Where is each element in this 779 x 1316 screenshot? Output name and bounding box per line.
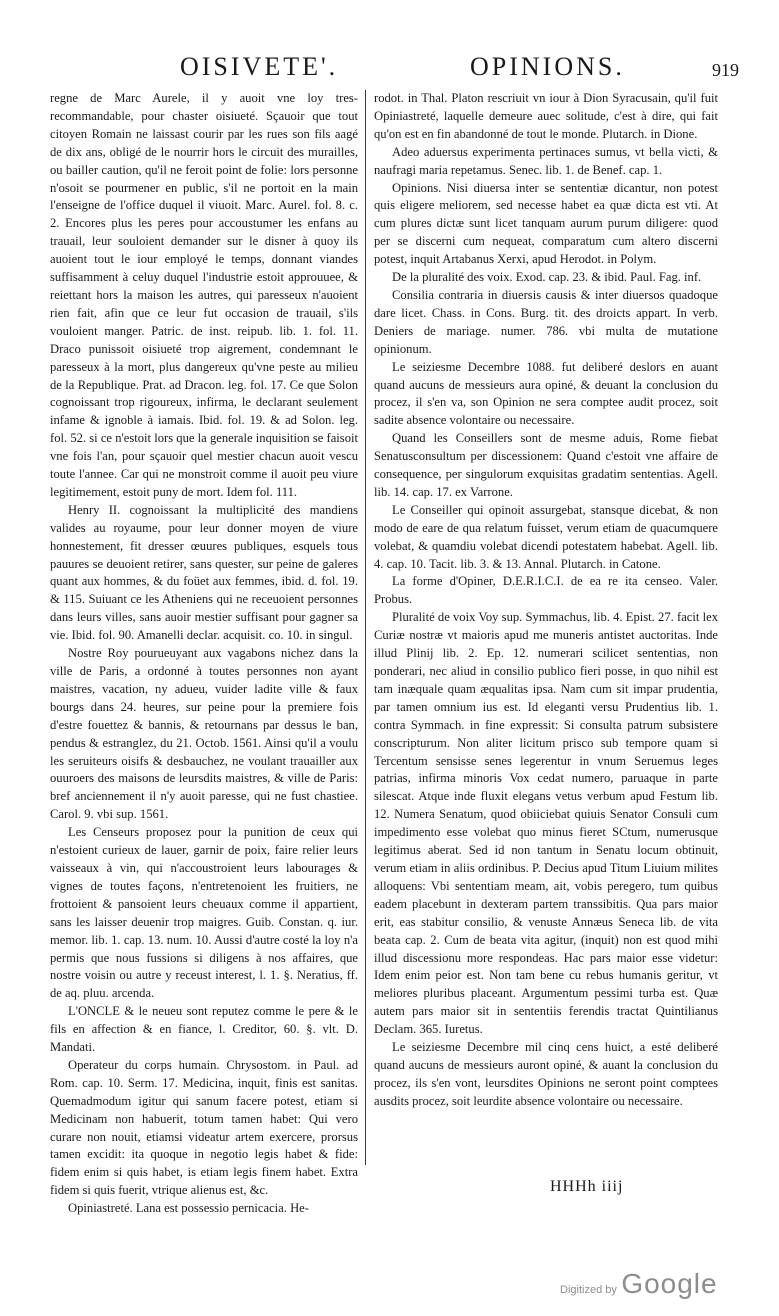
page-number: 919: [712, 60, 739, 80]
paragraph: Le seiziesme Decembre 1088. fut deliberé deslors en auant quand aucuns de messieurs aura opiné, & deuant la conclusion du procez, il s'en va, son Opinion ne sera comptee audit procez, soit sadite absence volontaire ou necessaire.: [374, 359, 718, 428]
right-running-title: OPINIONS.: [470, 52, 625, 81]
paragraph: La forme d'Opiner, D.E.R.I.C.I. de ea re ita censeo. Valer. Probus.: [374, 574, 718, 607]
paragraph: rodot. in Thal. Platon rescriuit vn iour à Dion Syracusain, qu'il fuit Opiniastreté, laquelle demeure auec solitude, c'est à dire, qui fait qu'on est en fin abandonné de tout le monde. Plutarch. in Dione.: [374, 91, 718, 141]
right-column: [374, 90, 718, 1180]
google-logo: Google: [621, 1268, 718, 1299]
paragraph: Opiniastreté. Lana est possessio pernicacia. He-: [68, 1201, 309, 1216]
paragraph: Opinions. Nisi diuersa inter se sententiæ dicantur, non potest quis eligere meliorem, sed necesse habet ea quæ dicta est vti. At cum plures dictæ sunt licet tanquam aurum purum diligere: quod per se discerni cum nequeat, comparatum cum altero discerni potest, inquit Artabanus Xerxi, apud Herodot. in Polym.: [374, 180, 718, 267]
paragraph: regne de Marc Aurele, il y auoit vne loy tres-recommandable, pour chaster oisiueté. Sçauoir que tout citoyen Romain ne laissast courir par les rues son fils aagé de dix ans, obligé de le nourrir hors le circuit des murailles, ou bailler caution, qu'il ne feroit point de folie: lors personne n'osoit se pourmener en public, s'il ne portoit en la main l'enseigne de l'office duquel il viuoit. Marc. Aurel. fol. 8. c. 2. Encores plus les peres pour accoustumer les enfans au trauail, leur souloient demander sur le disner à quoy ils auoient tout le iour employé le temps, donnant viandes suffisamment à celuy duquel l'industrie estoit approuuee, & reiettant hors la maison les autres, qui paresseux n'auoient rien fait, afin que ce leur fut occasion de trauail, s'ils vouloient manger. Patric. de inst. reipub. lib. 1. fol. 11. Draco punissoit oisiueté trop aigrement, condemnant le paresseux à la mort, plus dangereux qu'vne peste au milieu de la Republique. Prat. ad Dracon. leg. fol. 17. Ce que Solon cognoissant trop rigoureux, infirma, le declarant seulement infame & ignoble à iamais. Ibid. fol. 19. & ad Solon. leg. fol. 52. si ce n'estoit lors que la generale inquisition se faisoit vne fois l'an, pour sçauoir quel mestier chacun auoit vescu toute l'annee. Car qui ne monstroit comme il auoit peu viure legitimement, estoit puny de mort. Idem fol. 111.: [50, 91, 358, 499]
watermark-prefix: Digitized by: [560, 1284, 617, 1296]
paragraph: Les Censeurs proposez pour la punition de ceux qui n'estoient curieux de lauer, garnir de poix, faire relier leurs vaisseaux à vin, qui n'accoustroient leurs labourages & vignes de toutes façons, n'entretenoient les fruitiers, ne frottoient & pansoient leurs cheuaux comme il appartient, sans les laisser deuenir trop maigres. Guib. Constan. q. iur. memor. lib. 1. cap. 13. num. 10. Aussi d'autre costé la loy n'a permis que nous fussions si diligens à nos affaires, que nostre voisin ou autre y receust interest, l. 1. §. Neratius, ff. de aq. pluu. arcenda.: [50, 825, 358, 1001]
paragraph: Adeo aduersus experimenta pertinaces sumus, vt bella victi, & naufragi maria repetamus. Senec. lib. 1. de Benef. cap. 1.: [374, 144, 718, 177]
signature-mark: HHHh iiij: [550, 1178, 624, 1195]
paragraph: Operateur du corps humain. Chrysostom. in Paul. ad Rom. cap. 10. Serm. 17. Medicina, inquit, finis est sanitas. Quemadmodum igitur qui sanum facere potest, etiam si Medicinam non habuerit, totum tamen habet: Qui vero curare non nouit, etiamsi videatur artem exercere, prorsus tamen excidit: ita quoque in negotio legis habet & fide: fidem enim si quis habet, is etiam legis finem habet. Extra fidem si quis fuerit, vtrique alienus est, &c.: [50, 1057, 358, 1198]
paragraph: Pluralité de voix Voy sup. Symmachus, lib. 4. Epist. 27. facit lex Curiæ nostræ vt maioris apud me muneris antistet auctoritas. Inde illud Plinij lib. 2. Ep. 12. numerari scilicet sententias, non ponderari, nec aliud in consilio publico fieri posse, in quo nihil est tam inæquale quam æqualitas ipsa. Nam cum sit impar prudentia, par tamen omnium ius est. Id eleganti versu Prudentius lib. 1. contra Symmach. in fine expressit: Si consulta patrum subsistere conscripturum. Non aliter licitum prisco sub tempore quam si Tercentum sensisse senes legerentur in vnum Seruemus leges patrias, infirma minoris Vox cedat numero, paruaque in parte silescat. Atque inde fluxit elegans vetus verbum apud Festum lib. 12. Numera Senatum, quod obiiciebat quiuis Senator Consuli cum impedimento esse volebat quo minus fieret SCtum, numerusque legitimus aberat. Sed id non tantum in Senatu locum obtinuit, verum etiam in aliis ordinibus. P. Decius apud Titum Liuium milites alloquens: Vbi sententiam meam, ait, vobis peregero, tum quibus eadem placebunt in dexteram partem transsibitis. Qua pars maior erit, eas stabitur consilio, & venuste Annæus Seneca lib. de vita beata cap. 2. Cum de beata vita agitur, (inquit) non est quod mihi illud discessionu more respondeas. Hac pars maior esse videtur: Idem enim peior est. Non tam bene cu rebus humanis geritur, vt meliores pluribus placeant. Argumentum pessimi turba est. Quæ autem pars maior sit in sententiis ferendis tractat Quintilianus Declam. 365. Iuretus.: [374, 610, 718, 1037]
digitization-watermark: [560, 1268, 718, 1300]
paragraph: Le Conseiller qui opinoit assurgebat, stansque dicebat, & non modo de eare de qua relatum fuisset, verum etiam de quacumquere volebat, & quamdiu volebat dicendi potestatem habebat. Agell. lib. 4. cap. 10. Tacit. lib. 3. & 13. Annal. Plutarch. in Catone.: [374, 502, 718, 571]
left-running-title: OISIVETE'.: [180, 52, 339, 81]
column-divider: [365, 90, 366, 1165]
left-column: [50, 90, 358, 1216]
paragraph: Consilia contraria in diuersis causis & inter diuersos quadoque dare licet. Chass. in Cons. Burg. tit. des droicts appart. In verb. Deniers de mariage. numer. 786. vbi multa de mutatione opinionum.: [374, 287, 718, 356]
paragraph: L'ONCLE & le neueu sont reputez comme le pere & le fils en affection & en fiance, l. Creditor, 60. §. vlt. D. Mandati.: [50, 1004, 358, 1055]
paragraph: Nostre Roy pourueuyant aux vagabons nichez dans la ville de Paris, a ordonné à toutes personnes non ayant maistres, vacation, ny adueu, vuider ladite ville & faux bourgs dans 24. heures, sur peine pour la premiere fois d'estre fouettez & bannis, & retournans par dessus le ban, pendus & estranglez, du 21. Octob. 1561. Ainsi qu'il a voulu les seruiteurs oisifs & desbauchez, ne voulant trauailler aux ouuroers des maisons de leursdits maistres, & ville de Paris: bref anciennement il n'y auoit paresse, qui ne fust chastiee. Carol. 9. vbi sup. 1561.: [50, 646, 358, 822]
paragraph: De la pluralité des voix. Exod. cap. 23. & ibid. Paul. Fag. inf.: [392, 270, 702, 285]
paragraph: Le seiziesme Decembre mil cinq cens huict, a esté deliberé quand aucuns de messieurs auront opiné, & auant la conclusion du procez, ils s'en vont, leursdites Opinions ne seront point comptees ausdits procez, soit leurdite absence volontaire ou necessaire.: [374, 1040, 718, 1108]
paragraph: Quand les Conseillers sont de mesme aduis, Rome fiebat Senatusconsultum per discessionem: Quand c'estoit vne affaire de consequence, per singulorum exquisitas gradatim sententias. Agell. lib. 14. cap. 17. ex Varrone.: [374, 431, 718, 499]
paragraph: Henry II. cognoissant la multiplicité des mandiens valides au royaume, pour leur donner moyen de viure honnestement, fit dresser œuures publiques, esquels tous pauures se deuoient retirer, sans quester, sur peine de galeres quant aux hommes, & du foüet aux femmes, ibid. d. fol. 19. & 115. Suiuant ce les Atheniens qui ne receuoient personnes dans leurs villes, sans auoir mestier suffisant pour gagner sa vie. Ibid. fol. 90. Amanelli declar. acquisit. co. 10. in singul.: [50, 502, 358, 643]
